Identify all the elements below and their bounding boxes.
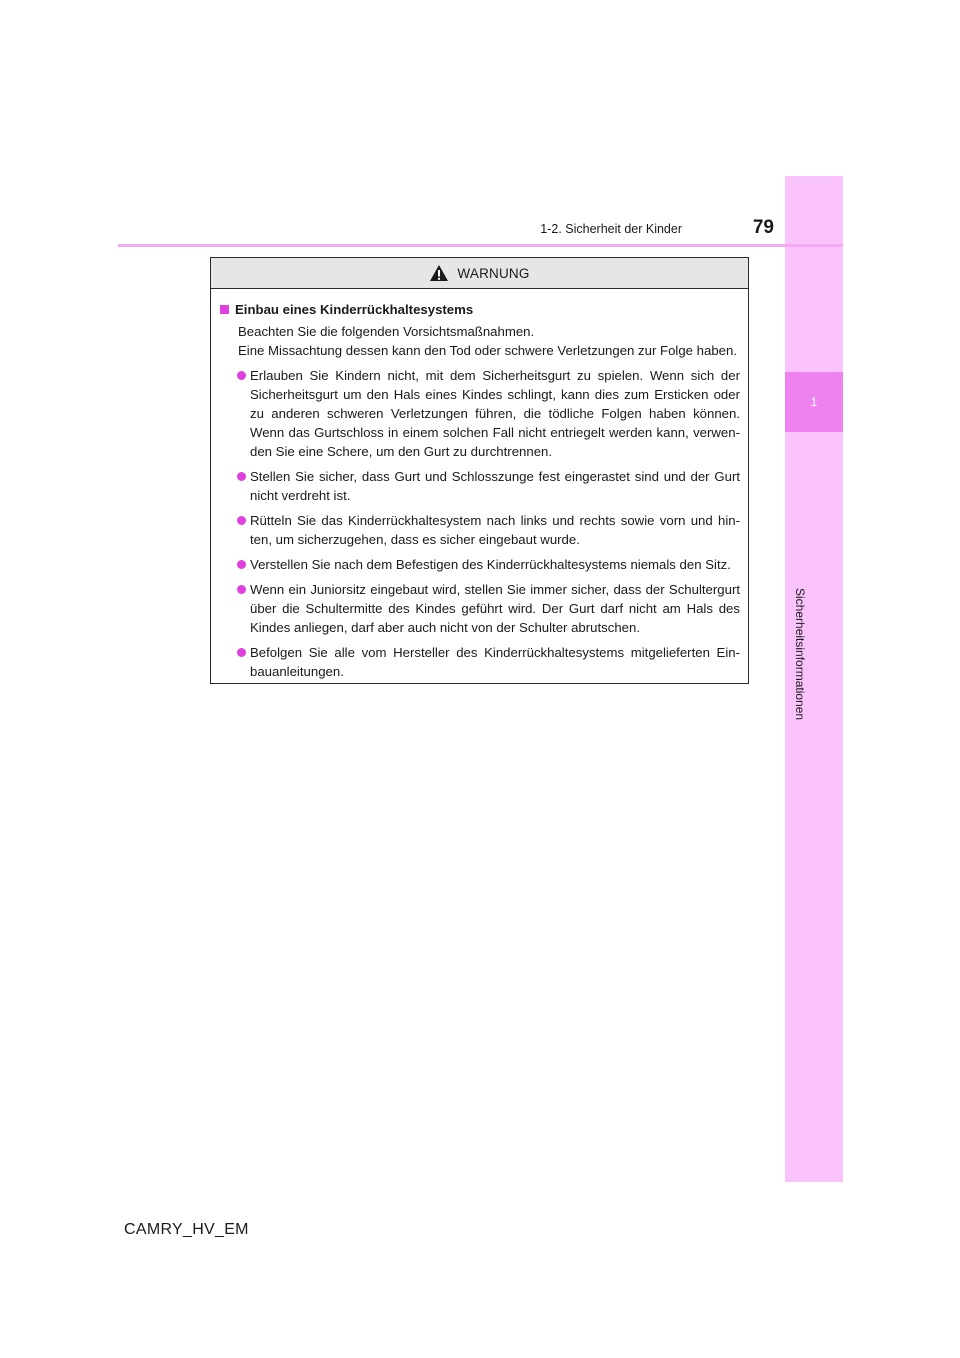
intro-line: Beachten Sie die folgenden Vorsichtsmaßnahmen. bbox=[238, 324, 535, 339]
bullet-dot-icon bbox=[237, 560, 246, 569]
warning-body bbox=[211, 289, 748, 681]
list-item bbox=[219, 643, 740, 681]
subheading-text: Einbau eines Kinderrückhaltesystems bbox=[235, 302, 474, 317]
list-item-text: Wenn ein Juniorsitz eingebaut wird, stellen Sie immer sicher, dass der Schultergurt über die Schultermitte des Kindes geführt wird. Der Gurt darf nicht am Hals des Kindes anliegen, darf aber auch nicht von der Schulter abrutschen. bbox=[250, 582, 740, 635]
section-title: 1-2. Sicherheit der Kinder bbox=[540, 222, 682, 236]
header-rule bbox=[118, 244, 843, 247]
list-item-text: Rütteln Sie das Kinderrückhaltesystem nach links und rechts sowie vorn und hin-ten, um sicherzugehen, dass es sicher eingebaut wurde. bbox=[250, 513, 740, 547]
list-item-text: Stellen Sie sicher, dass Gurt und Schlosszunge fest eingerastet sind und der Gurt nicht verdreht ist. bbox=[250, 469, 740, 503]
list-item bbox=[219, 555, 740, 574]
square-bullet-icon bbox=[220, 305, 229, 314]
chapter-number: 1 bbox=[810, 395, 818, 409]
list-item bbox=[219, 511, 740, 549]
footer-code: CAMRY_HV_EM bbox=[124, 1221, 249, 1238]
page-number: 79 bbox=[752, 217, 774, 238]
bullet-dot-icon bbox=[237, 472, 246, 481]
chapter-title-tab bbox=[793, 420, 825, 721]
warning-box bbox=[210, 257, 749, 684]
list-item bbox=[219, 366, 740, 461]
list-item-text: Erlauben Sie Kindern nicht, mit dem Sicherheitsgurt zu spielen. Wenn sich der Sicherheitsgurt um den Hals eines Kindes schlingt, kann dies zum Ersticken oder zu anderen schweren Verletzungen führen, die tödliche Folgen haben können. Wenn das Gurtschloss in einem solchen Fall nicht entriegelt werden kann, verwen-den Sie eine Schere, um den Gurt zu durchtrennen. bbox=[250, 368, 740, 459]
chapter-title: Sicherheitsinformationen bbox=[793, 588, 807, 721]
warning-header bbox=[211, 258, 748, 289]
list-item bbox=[219, 467, 740, 505]
bullet-dot-icon bbox=[237, 585, 246, 594]
warning-intro bbox=[238, 322, 740, 360]
list-item-text: Befolgen Sie alle vom Hersteller des Kinderrückhaltesystems mitgelieferten Ein-bauanleitungen. bbox=[250, 645, 740, 679]
bullet-dot-icon bbox=[237, 648, 246, 657]
list-item-text: Verstellen Sie nach dem Befestigen des Kinderrückhaltesystems niemals den Sitz. bbox=[250, 557, 731, 572]
list-item bbox=[219, 580, 740, 637]
intro-line: Eine Missachtung dessen kann den Tod oder schwere Verletzungen zur Folge haben. bbox=[238, 343, 738, 358]
warning-triangle-icon bbox=[429, 264, 449, 282]
warning-subheading bbox=[219, 300, 740, 319]
bullet-dot-icon bbox=[237, 516, 246, 525]
bullet-dot-icon bbox=[237, 371, 246, 380]
warning-list bbox=[219, 366, 740, 681]
warning-title: WARNUNG bbox=[457, 265, 530, 281]
